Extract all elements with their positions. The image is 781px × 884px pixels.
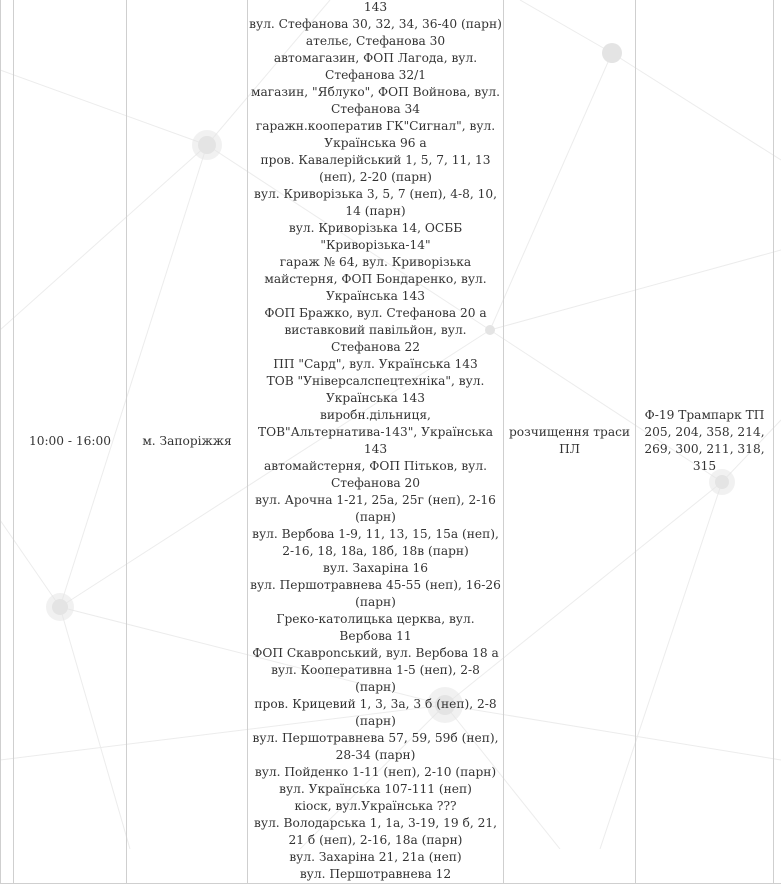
address-line: вул. Першотравнева 12 <box>248 866 503 883</box>
address-line: 143 <box>248 0 503 16</box>
address-line: автомагазин, ФОП Лагода, вул. Стефанова 32/1 <box>248 50 503 84</box>
city-text: м. Запоріжжя <box>127 433 247 450</box>
equipment-cell <box>636 0 774 884</box>
address-line: вул. Вербова 1-9, 11, 13, 15, 15а (неп), 2-16, 18, 18а, 18б, 18в (парн) <box>248 526 503 560</box>
address-line: магазин, "Яблуко", ФОП Войнова, вул. Стефанова 34 <box>248 84 503 118</box>
address-line: пров. Крицевий 1, 3, 3а, 3 б (неп), 2-8 (парн) <box>248 696 503 730</box>
address-line: вул. Арочна 1-21, 25а, 25г (неп), 2-16 (парн) <box>248 492 503 526</box>
address-line: вул. Захаріна 16 <box>248 560 503 577</box>
address-line: вул. Криворізька 3, 5, 7 (неп), 4-8, 10, 14 (парн) <box>248 186 503 220</box>
address-line: ательє, Стефанова 30 <box>248 33 503 50</box>
address-line: вул. Володарська 1, 1а, 3-19, 19 б, 21, 21 б (неп), 2-16, 18а (парн) <box>248 815 503 849</box>
time-cell <box>14 0 127 884</box>
address-line: майстерня, ФОП Бондаренко, вул. Українська 143 <box>248 271 503 305</box>
city-cell <box>127 0 248 884</box>
address-line: вул. Захаріна 21, 21а (неп) <box>248 849 503 866</box>
address-line: ПП "Сард", вул. Українська 143 <box>248 356 503 373</box>
address-line: виробн.дільниця, ТОВ"Альтернатива-143", Українська 143 <box>248 407 503 458</box>
address-line: ТОВ "Універсалспецтехніка", вул. Українська 143 <box>248 373 503 407</box>
reason-cell <box>504 0 636 884</box>
address-line: Греко-католицька церква, вул. Вербова 11 <box>248 611 503 645</box>
address-line: вул. Українська 107-111 (неп) <box>248 781 503 798</box>
address-line: пров. Кавалерійський 1, 5, 7, 11, 13 (неп), 2-20 (парн) <box>248 152 503 186</box>
address-line: автомайстерня, ФОП Пітьков, вул. Стефанова 20 <box>248 458 503 492</box>
address-line: ФОП Бражко, вул. Стефанова 20 а <box>248 305 503 322</box>
address-line: ФОП Скаврonський, вул. Вербова 18 а <box>248 645 503 662</box>
address-line: вул. Криворізька 14, ОСББ "Криворізька-14" <box>248 220 503 254</box>
reason-text: розчищення траси ПЛ <box>504 424 635 458</box>
time-text: 10:00 - 16:00 <box>14 433 126 450</box>
equipment-text: Ф-19 Трампарк ТП 205, 204, 358, 214, 269, 300, 211, 318, 315 <box>636 407 773 475</box>
row-marker-cell <box>1 0 14 884</box>
address-line: вул. Стефанова 30, 32, 34, 36-40 (парн) <box>248 16 503 33</box>
address-line: кіоск, вул.Українська ??? <box>248 798 503 815</box>
address-line: гараж № 64, вул. Криворізька <box>248 254 503 271</box>
address-line: вул. Кооперативна 1-5 (неп), 2-8 (парн) <box>248 662 503 696</box>
addresses-cell <box>248 0 504 884</box>
address-line: вул. Першотравнева 57, 59, 59б (неп), 28-34 (парн) <box>248 730 503 764</box>
address-line: вул. Пойденко 1-11 (неп), 2-10 (парн) <box>248 764 503 781</box>
table-row <box>1 0 781 884</box>
address-line: гаражн.кооператив ГК"Сигнал", вул. Українська 96 а <box>248 118 503 152</box>
address-line: виставковий павільйон, вул. Стефанова 22 <box>248 322 503 356</box>
address-line: вул. Першотравнева 45-55 (неп), 16-26 (парн) <box>248 577 503 611</box>
trailing-cell <box>774 0 781 884</box>
